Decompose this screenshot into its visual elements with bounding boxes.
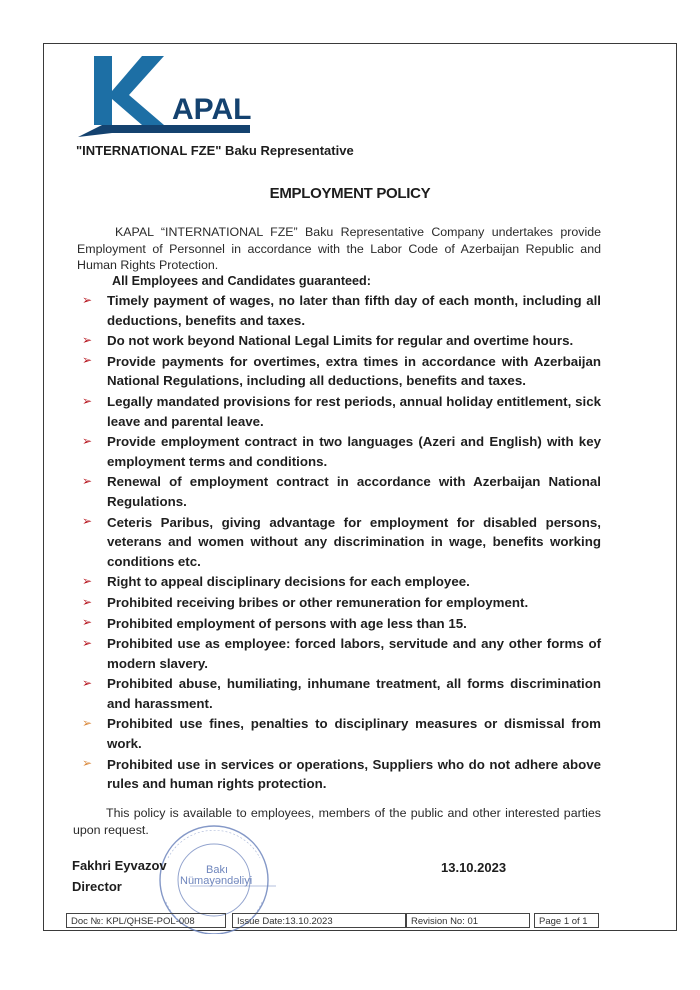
document-title: EMPLOYMENT POLICY xyxy=(269,185,431,202)
company-line: "INTERNATIONAL FZE" Baku Representative xyxy=(76,143,354,158)
arrow-bullet-icon: ➢ xyxy=(81,353,93,368)
stamp-text-city: Bakı xyxy=(206,864,229,876)
signatory-name: Fakhri Eyvazov xyxy=(72,858,167,873)
list-item: ➢ Timely payment of wages, no later than fifth day of each month, including all deductions, benefits and taxes. xyxy=(81,292,601,328)
arrow-bullet-icon: ➢ xyxy=(81,433,93,448)
guarantee-list xyxy=(81,291,601,795)
list-item: ➢ Provide employment contract in two languages (Azeri and English) with key employment terms and conditions. xyxy=(81,433,601,469)
list-item: ➢ Prohibited employment of persons with age less than 15. xyxy=(81,615,467,631)
footer-issue-date: Issue Date:13.10.2023 xyxy=(232,913,406,928)
footer-revision: Revision No: 01 xyxy=(406,913,530,928)
kapal-logo xyxy=(72,53,257,143)
list-item: ➢ Prohibited use fines, penalties to disciplinary measures or dismissal from work. xyxy=(81,716,601,752)
intro-text: KAPAL “INTERNATIONAL FZE” Baku Representative Company undertakes provide Employment of Personnel in accordance with the Labor Code of Azerbaijan Republic and Human Rights Protection. xyxy=(77,225,601,272)
logo-wordmark: APAL xyxy=(172,93,252,126)
list-item: ➢ Do not work beyond National Legal Limits for regular and overtime hours. xyxy=(81,332,574,349)
arrow-bullet-icon: ➢ xyxy=(81,675,93,690)
footer-doc-number: Doc №: KPL/QHSE-POL-008 xyxy=(66,913,226,928)
list-item: ➢ Provide payments for overtimes, extra times in accordance with Azerbaijan National Regulations, including all deductions, benefits and taxes. xyxy=(81,353,601,389)
intro-paragraph xyxy=(77,224,601,274)
closing-text: This policy is available to employees, members of the public and other interested parties upon request. xyxy=(73,806,601,837)
signatory-role: Director xyxy=(72,879,122,894)
arrow-bullet-icon: ➢ xyxy=(81,332,93,347)
arrow-bullet-icon: ➢ xyxy=(81,594,93,609)
guarantee-heading: All Employees and Candidates guaranteed: xyxy=(112,274,371,288)
list-item: ➢ Prohibited abuse, humiliating, inhumane treatment, all forms discrimination and harassment. xyxy=(81,675,601,711)
arrow-bullet-icon: ➢ xyxy=(81,292,93,307)
list-item: ➢ Prohibited receiving bribes or other remuneration for employment. xyxy=(81,594,529,610)
arrow-bullet-icon: ➢ xyxy=(81,615,93,630)
arrow-bullet-icon: ➢ xyxy=(81,514,93,529)
list-item: ➢ Prohibited use as employee: forced labors, servitude and any other forms of modern slavery. xyxy=(81,635,601,671)
arrow-bullet-icon: ➢ xyxy=(81,574,93,589)
document-footer xyxy=(66,913,599,929)
signature-date: 13.10.2023 xyxy=(441,860,507,875)
footer-page-number: Page 1 of 1 xyxy=(534,913,599,928)
arrow-bullet-icon: ➢ xyxy=(81,716,93,731)
list-item: ➢ Legally mandated provisions for rest periods, annual holiday entitlement, sick leave and parental leave. xyxy=(81,393,601,429)
arrow-bullet-icon: ➢ xyxy=(81,474,93,489)
arrow-bullet-icon: ➢ xyxy=(81,635,93,650)
list-item: ➢ Prohibited use in services or operations, Suppliers who do not adhere above rules and human rights protection. xyxy=(81,756,601,792)
list-item: ➢ Right to appeal disciplinary decisions for each employee. xyxy=(81,574,470,590)
list-item: ➢ Ceteris Paribus, giving advantage for employment for disabled persons, veterans and women without any discrimination in wage, benefits working conditions etc. xyxy=(81,514,601,569)
stamp-text-office: Nümayəndəliyi xyxy=(180,875,253,887)
arrow-bullet-icon: ➢ xyxy=(81,756,93,771)
list-item: ➢ Renewal of employment contract in accordance with Azerbaijan National Regulations. xyxy=(81,474,601,509)
arrow-bullet-icon: ➢ xyxy=(81,393,93,408)
